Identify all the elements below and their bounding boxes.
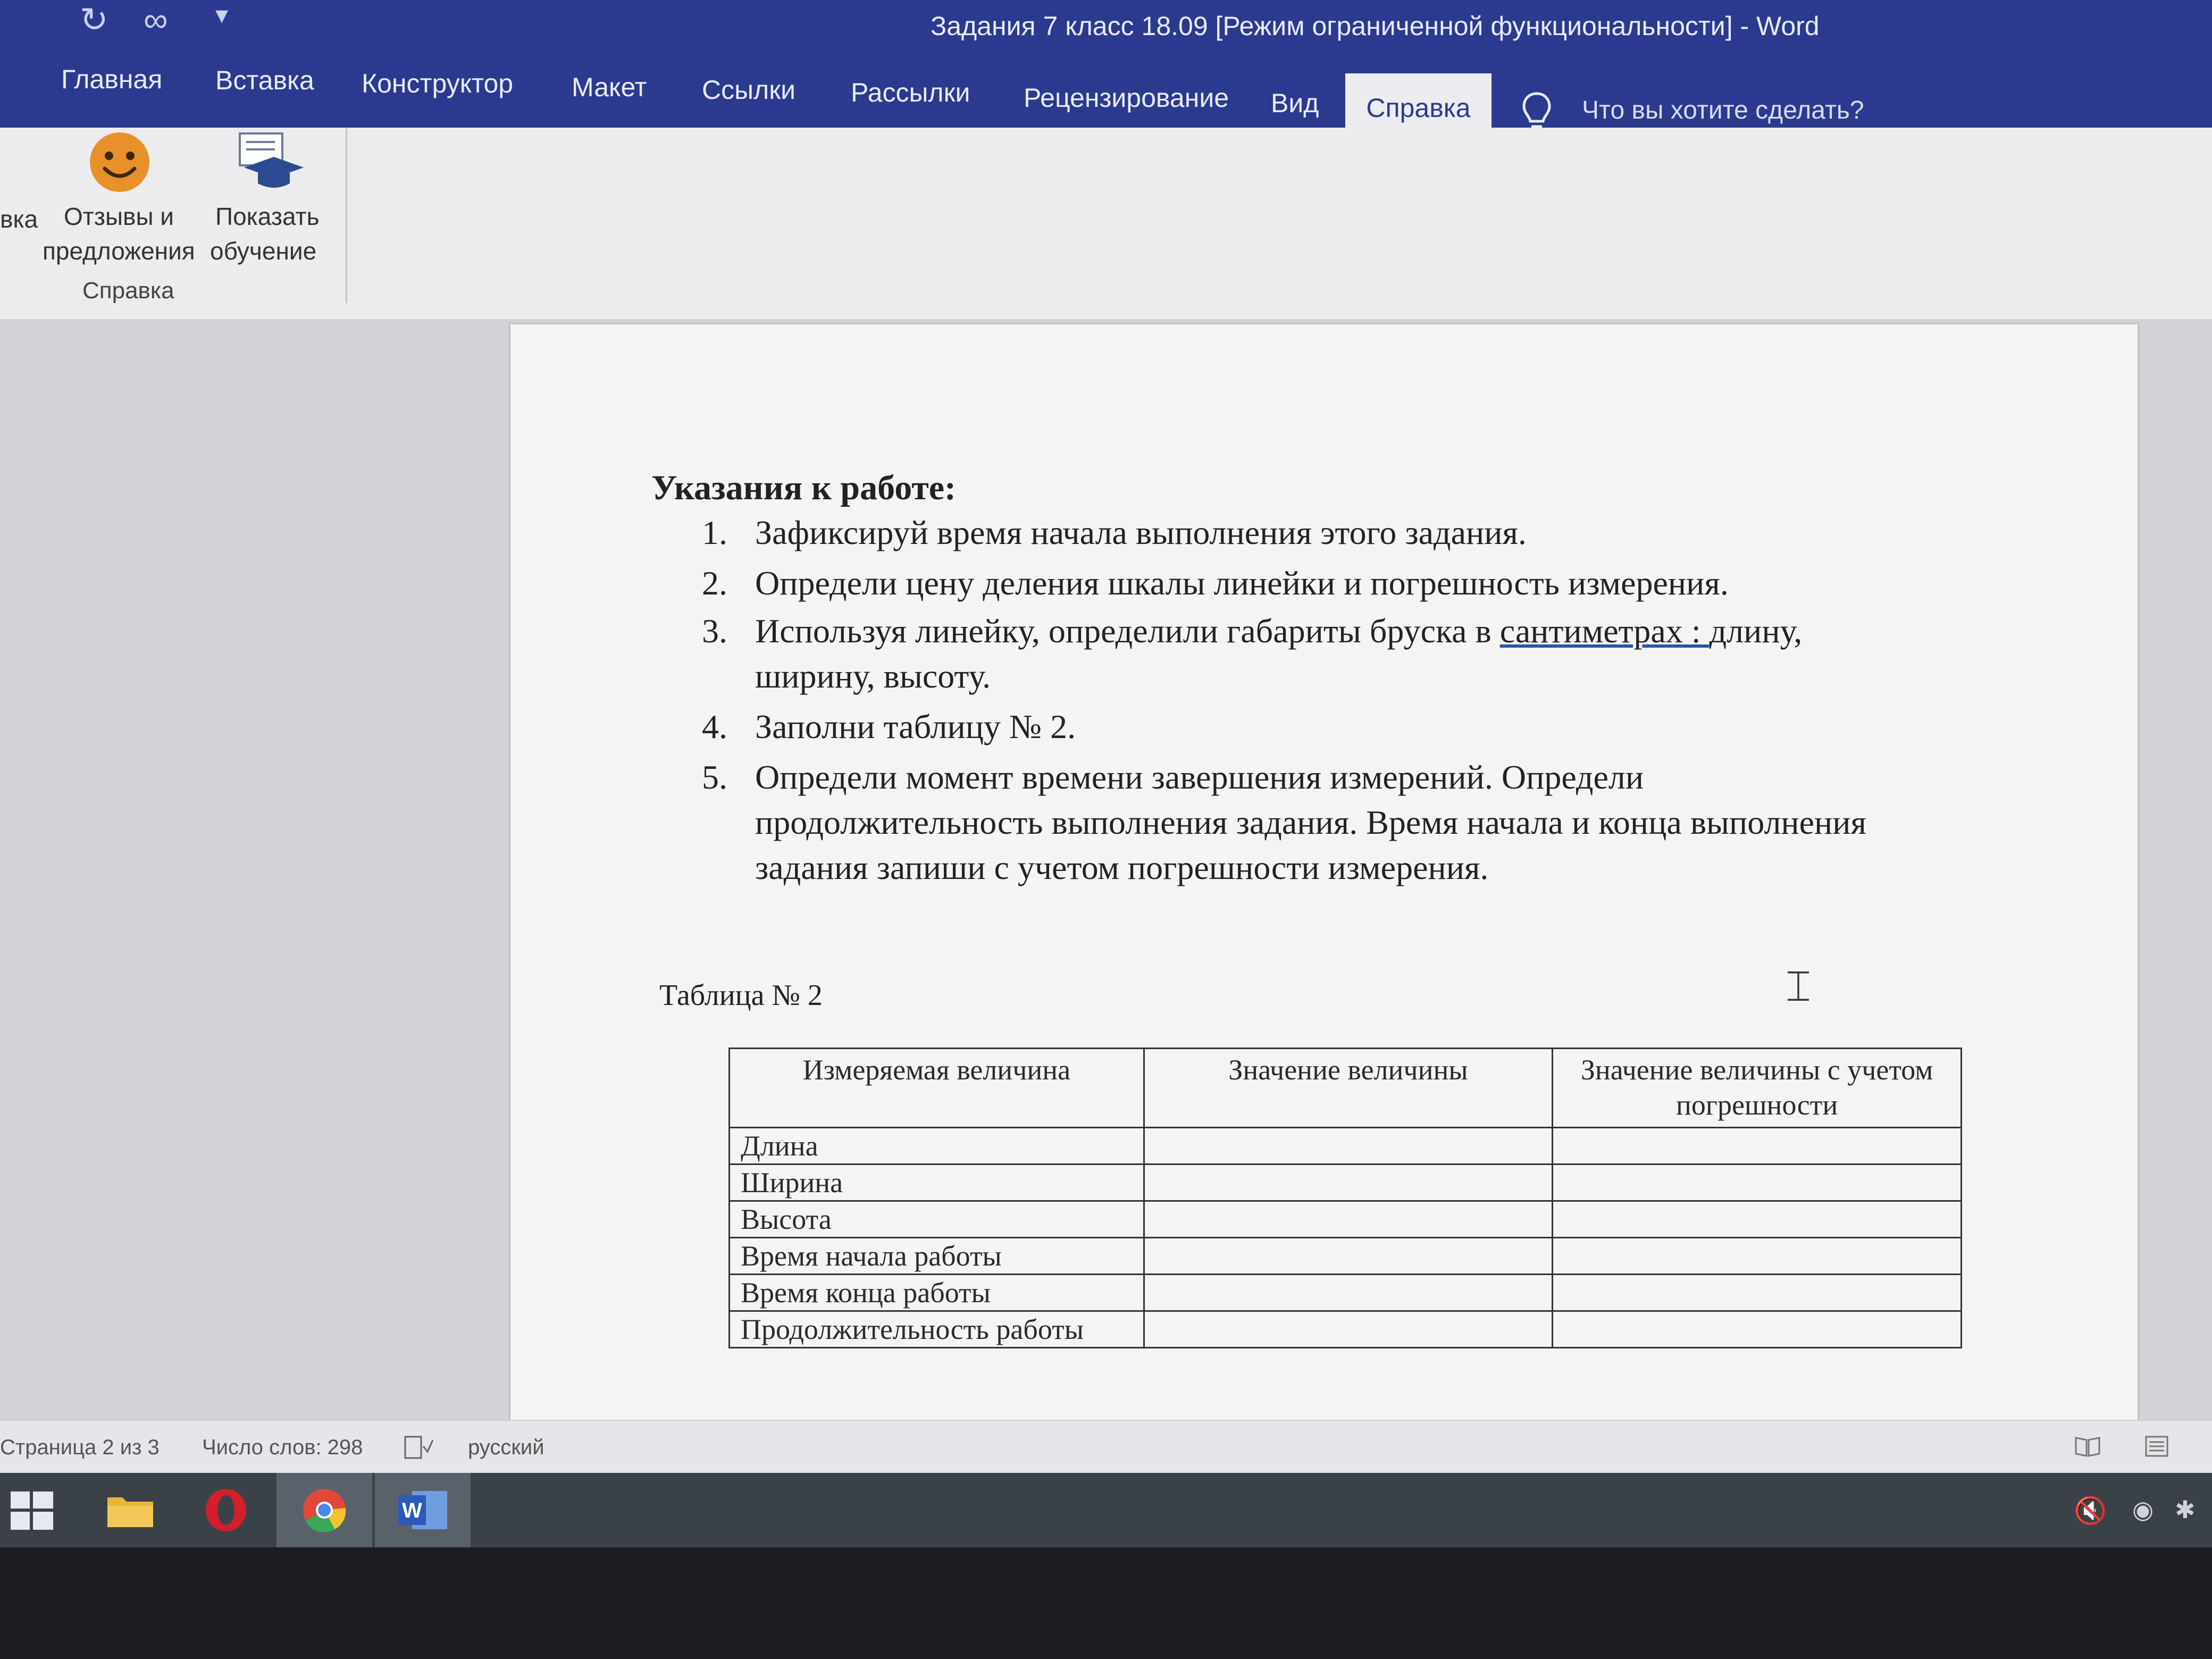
title-bar [0,0,2212,128]
table-cell[interactable]: Время конца работы [730,1275,1144,1311]
volume-muted-icon[interactable]: 🔇 [2074,1496,2107,1526]
ribbon-group-separator [346,128,347,303]
table-caption: Таблица № 2 [659,979,823,1012]
table-row [730,1164,1962,1201]
tab-design[interactable]: Конструктор [362,69,514,98]
tab-review[interactable]: Рецензирование [1024,83,1229,113]
graduation-cap-icon [237,130,306,194]
step-text: продолжительность выполнения задания. Время начала и конца выполнения [755,803,1866,841]
proofing-icon[interactable] [404,1436,434,1459]
table-header-cell[interactable]: Значение величины [1144,1049,1553,1128]
document-area [0,319,2212,1420]
page-indicator[interactable]: Страница 2 из 3 [0,1436,160,1459]
step-text: задания запиши с учетом погрешности измерения. [755,849,1489,886]
link-icon[interactable]: ∞ [144,1,168,39]
step-number: 1. [702,514,727,551]
table-cell[interactable] [1553,1238,1962,1275]
table-header-row [730,1049,1962,1128]
ribbon [0,128,2212,321]
table-cell[interactable] [1144,1275,1553,1311]
feedback-label-line1: Отзывы и [64,203,174,230]
table-cell[interactable]: Высота [730,1201,1144,1238]
start-button[interactable] [0,1473,96,1547]
table-header-cell[interactable]: Измеряемая величина [730,1049,1144,1128]
table-row [730,1238,1962,1275]
table-row [730,1201,1962,1238]
opera-icon [204,1488,248,1532]
partial-ribbon-button-label[interactable]: вка [0,205,38,233]
instructions-heading: Указания к работе: [651,468,957,507]
feedback-label-line2: предложения [43,237,195,265]
ribbon-group-label: Справка [82,278,174,304]
step-number: 5. [702,758,727,796]
windows-start-icon [11,1492,53,1530]
network-icon[interactable]: ◉ [2132,1496,2154,1523]
step-text [755,611,1802,651]
table-cell[interactable] [1553,1201,1962,1238]
step-number: 2. [702,564,727,602]
spellcheck-underlined-word[interactable]: сантиметрах : [1499,612,1710,650]
read-mode-icon[interactable] [2074,1435,2101,1458]
feedback-button[interactable] [43,128,202,271]
file-explorer-button[interactable] [82,1473,178,1547]
word-button[interactable] [375,1473,471,1547]
tab-help[interactable]: Справка [1345,73,1492,132]
tell-me-box[interactable]: Что вы хотите сделать? [1582,96,1864,124]
tab-layout[interactable]: Макет [572,72,647,102]
table-cell[interactable] [1144,1164,1553,1201]
document-page[interactable] [510,324,2138,1420]
word-count[interactable]: Число слов: 298 [202,1436,363,1459]
tab-mailings[interactable]: Рассылки [851,78,970,107]
table-cell[interactable] [1553,1164,1962,1201]
step-text: Определи момент времени завершения измерений. Определи [755,758,1644,796]
table-cell[interactable]: Время начала работы [730,1238,1144,1275]
taskbar [0,1473,2212,1547]
instructions-list [510,324,2138,962]
table-cell[interactable] [1144,1128,1553,1164]
table-cell[interactable]: Ширина [730,1164,1144,1201]
table-row [730,1311,1962,1348]
step-number: 4. [702,708,727,745]
table-cell[interactable] [1553,1128,1962,1164]
smiley-icon [88,130,152,194]
step-text: ширину, высоту. [755,657,991,695]
step-number: 3. [702,612,727,650]
customize-qat-icon[interactable]: ▾ [215,1,229,29]
table-cell[interactable]: Продолжительность работы [730,1311,1144,1348]
word-icon-letter: W [402,1499,422,1522]
table-header-cell[interactable]: Значение величины с учетом погрешности [1553,1049,1962,1128]
show-training-button[interactable] [210,128,338,271]
bluetooth-icon[interactable]: ✱ [2175,1496,2196,1523]
window-title: Задания 7 класс 18.09 [Режим ограниченной функциональности] - Word [931,11,1820,41]
i-beam-cursor: ⌶ [1786,961,1811,1011]
chrome-icon [302,1488,347,1532]
chrome-button[interactable] [276,1473,372,1547]
table-cell[interactable] [1144,1311,1553,1348]
print-layout-icon[interactable] [2143,1435,2171,1458]
tab-insert[interactable]: Вставка [215,65,314,95]
table-row [730,1275,1962,1311]
table-row [730,1128,1962,1164]
step-text: Зафиксируй время начала выполнения этого задания. [755,514,1527,551]
word-icon [396,1488,449,1532]
table-cell[interactable]: Длина [730,1128,1144,1164]
training-label-line1: Показать [215,203,320,230]
tab-home[interactable]: Главная [61,64,163,94]
training-label-line2: обучение [210,237,317,265]
measurement-table [728,1048,1962,1348]
table-cell[interactable] [1144,1238,1553,1275]
file-explorer-icon [106,1493,154,1528]
step-text: Определи цену деления шкалы линейки и погрешность измерения. [755,564,1729,602]
table-cell[interactable] [1553,1275,1962,1311]
step-text-part: Используя линейку, определили габариты бруска в [755,612,1500,650]
language-indicator[interactable]: русский [468,1436,544,1459]
tab-references[interactable]: Ссылки [702,75,796,105]
step-text: Заполни таблицу № 2. [755,708,1076,745]
table-cell[interactable] [1144,1201,1553,1238]
tab-view[interactable]: Вид [1271,88,1319,118]
status-bar [0,1420,2212,1474]
opera-button[interactable] [178,1473,274,1547]
step-text-part: длину, [1709,612,1803,650]
redo-icon[interactable]: ↻ [80,1,108,39]
table-cell[interactable] [1553,1311,1962,1348]
